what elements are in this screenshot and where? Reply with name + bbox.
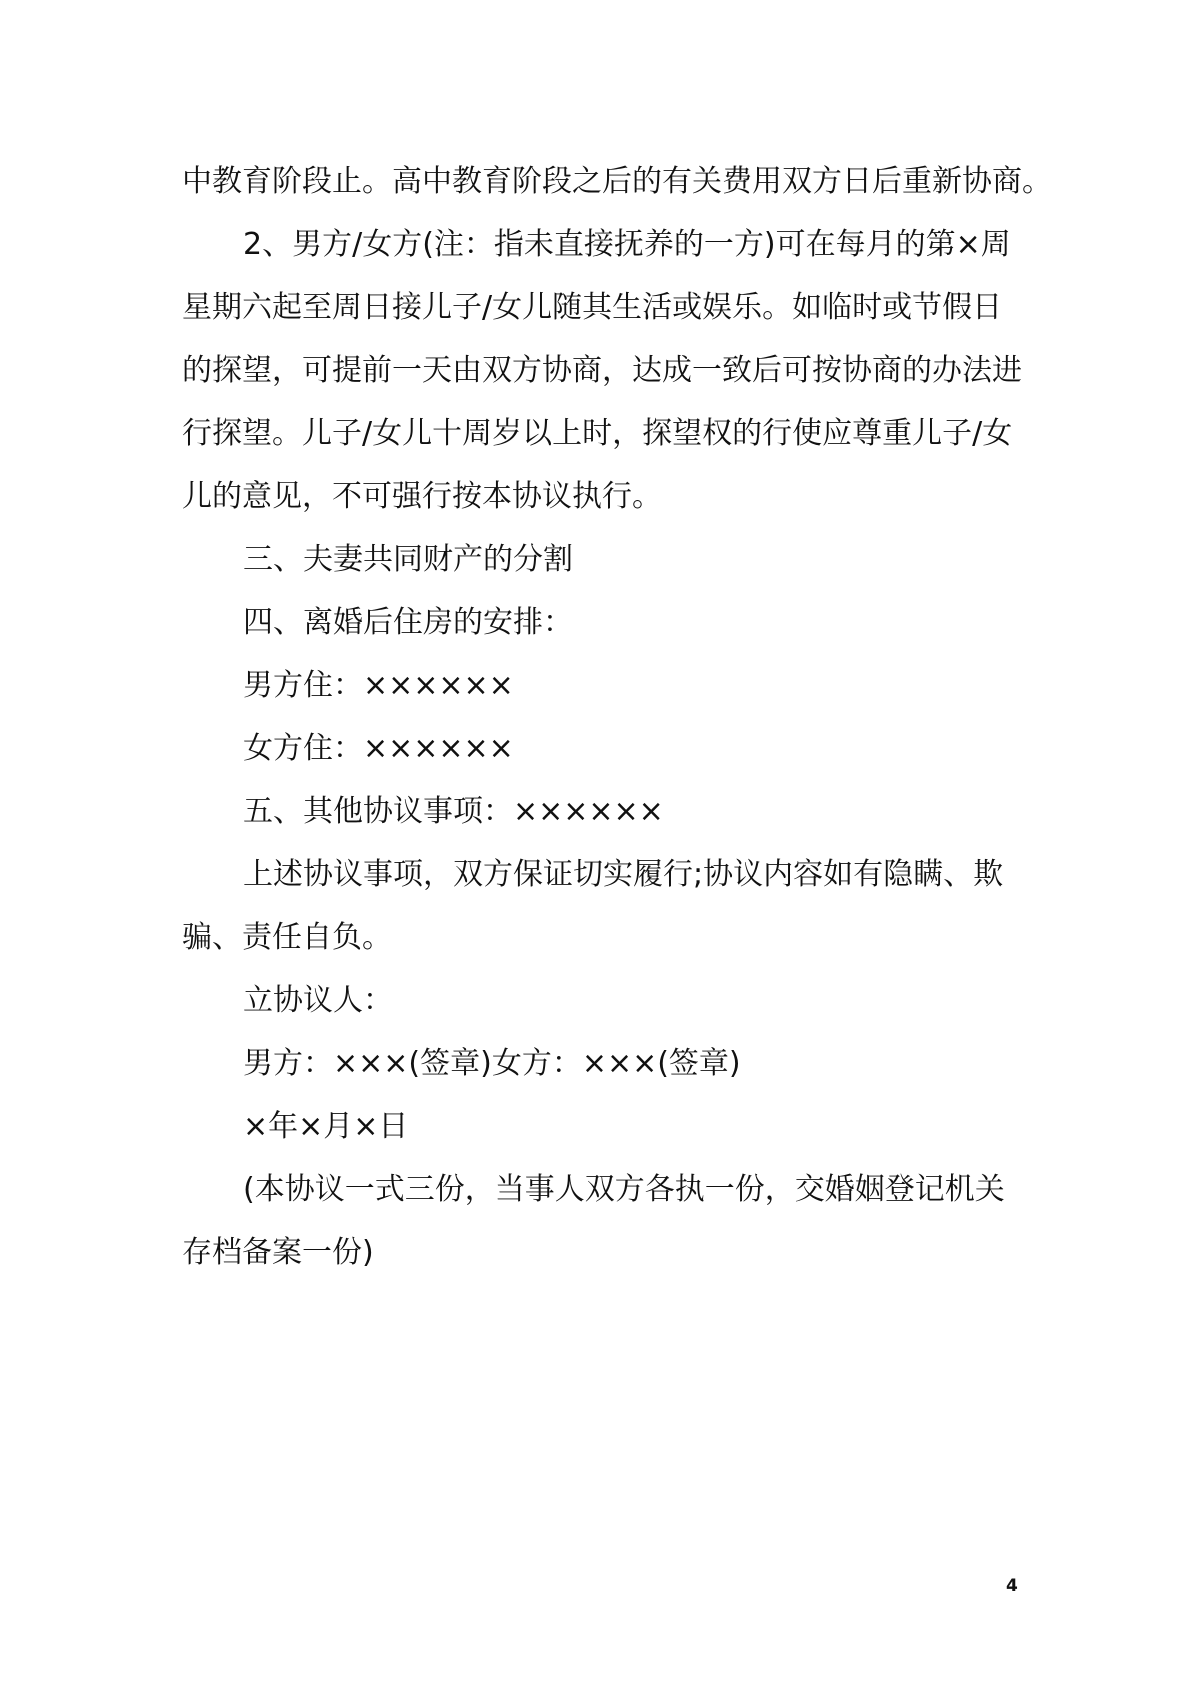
page-number: 4 xyxy=(1006,1576,1018,1596)
paragraph-line: 骗、责任自负。 xyxy=(182,920,392,955)
paragraph-line: 2、男方/女方(注：指未直接抚养的一方)可在每月的第×周 xyxy=(243,227,1011,262)
paragraph-line: 的探望，可提前一天由双方协商，达成一致后可按协商的办法进 xyxy=(182,353,1022,388)
paragraph-line: 星期六起至周日接儿子/女儿随其生活或娱乐。如临时或节假日 xyxy=(182,290,1003,325)
signature-line: 男方：×××(签章)女方：×××(签章) xyxy=(243,1046,741,1081)
section-heading: 三、夫妻共同财产的分割 xyxy=(243,542,573,577)
paragraph-line: 女方住：×××××× xyxy=(243,731,514,766)
paragraph-line: 中教育阶段止。高中教育阶段之后的有关费用双方日后重新协商。 xyxy=(182,164,1052,199)
paragraph-line: (本协议一式三份，当事人双方各执一份，交婚姻登记机关 xyxy=(243,1172,1005,1207)
paragraph-line: 上述协议事项，双方保证切实履行;协议内容如有隐瞒、欺 xyxy=(243,857,1004,892)
paragraph-line: 行探望。儿子/女儿十周岁以上时，探望权的行使应尊重儿子/女 xyxy=(182,416,1013,451)
date-line: ×年×月×日 xyxy=(243,1109,409,1144)
paragraph-line: 立协议人： xyxy=(243,983,393,1018)
document-body xyxy=(182,150,1052,1284)
section-heading: 四、离婚后住房的安排： xyxy=(243,605,573,640)
paragraph-line: 男方住：×××××× xyxy=(243,668,514,703)
paragraph-line: 儿的意见，不可强行按本协议执行。 xyxy=(182,479,662,514)
section-heading: 五、其他协议事项：×××××× xyxy=(243,794,664,829)
paragraph-line: 存档备案一份) xyxy=(182,1235,374,1270)
